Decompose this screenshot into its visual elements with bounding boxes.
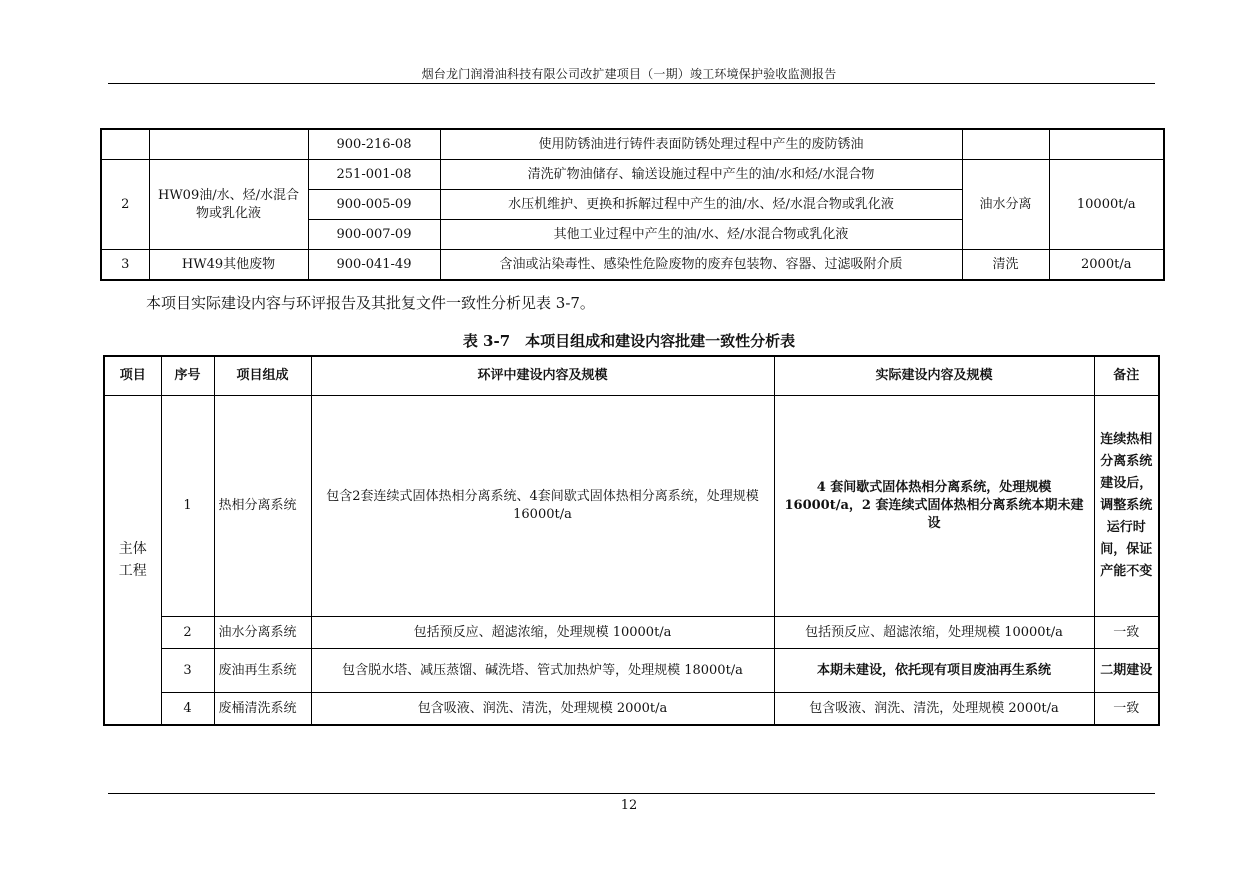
row-actual-content: 包括预反应、超滤浓缩，处理规模 10000t/a	[774, 617, 1094, 649]
row-composition: 废油再生系统	[214, 649, 311, 693]
row-actual-content: 本期未建设，依托现有项目废油再生系统	[774, 649, 1094, 693]
body-sentence: 本项目实际建设内容与环评报告及其批复文件一致性分析见表 3-7。	[146, 294, 595, 312]
group-number: 2	[101, 160, 149, 250]
page-number: 12	[620, 798, 638, 813]
group-category: HW09油/水、烃/水混合物或乳化液	[149, 160, 308, 250]
row-number: 1	[161, 396, 214, 617]
table-header-row	[104, 356, 1159, 396]
cell-no-continued	[101, 129, 149, 160]
table-row	[104, 649, 1159, 693]
waste-code: 251-001-08	[308, 160, 440, 190]
row-eia-content: 包含吸液、润洗、清洗，处理规模 2000t/a	[311, 693, 774, 726]
hazardous-waste-table	[100, 128, 1165, 281]
row-composition: 油水分离系统	[214, 617, 311, 649]
row-note: 连续热相分离系统建设后，调整系统运行时间，保证产能不变	[1094, 396, 1159, 617]
waste-description: 使用防锈油进行铸件表面防锈处理过程中产生的废防锈油	[440, 129, 962, 160]
treatment-capacity: 10000t/a	[1049, 160, 1164, 250]
header-project: 项目	[104, 356, 161, 396]
row-eia-content: 包括预反应、超滤浓缩，处理规模 10000t/a	[311, 617, 774, 649]
row-composition: 废桶清洗系统	[214, 693, 311, 726]
waste-code: 900-005-09	[308, 190, 440, 220]
treatment-capacity: 2000t/a	[1049, 250, 1164, 281]
group-number: 3	[101, 250, 149, 281]
waste-code: 900-216-08	[308, 129, 440, 160]
header-rule	[108, 83, 1155, 84]
table-row	[104, 693, 1159, 726]
table-row	[101, 160, 1164, 190]
row-actual-content: 包含吸液、润洗、清洗，处理规模 2000t/a	[774, 693, 1094, 726]
row-eia-content: 包含2套连续式固体热相分离系统、4套间歇式固体热相分离系统，处理规模 16000t/a	[311, 396, 774, 617]
group-category: HW49其他废物	[149, 250, 308, 281]
table-row	[104, 396, 1159, 617]
page-header-title: 烟台龙门润滑油科技有限公司改扩建项目（一期）竣工环境保护验收监测报告	[421, 67, 837, 81]
row-composition: 热相分离系统	[214, 396, 311, 617]
cell-capacity-continued	[1049, 129, 1164, 160]
consistency-analysis-table	[103, 355, 1160, 726]
table-row	[101, 129, 1164, 160]
treatment-method: 油水分离	[962, 160, 1049, 250]
project-category	[104, 396, 161, 726]
row-number: 3	[161, 649, 214, 693]
waste-description: 清洗矿物油储存、输送设施过程中产生的油/水和烃/水混合物	[440, 160, 962, 190]
header-note: 备注	[1094, 356, 1159, 396]
table-row	[104, 617, 1159, 649]
waste-code: 900-007-09	[308, 220, 440, 250]
cell-category-continued	[149, 129, 308, 160]
row-actual-content: 4 套间歇式固体热相分离系统，处理规模 16000t/a，2 套连续式固体热相分离系统本期未建设	[774, 396, 1094, 617]
row-number: 4	[161, 693, 214, 726]
row-note: 一致	[1094, 617, 1159, 649]
header-actual-content: 实际建设内容及规模	[774, 356, 1094, 396]
row-eia-content: 包含脱水塔、减压蒸馏、碱洗塔、管式加热炉等，处理规模 18000t/a	[311, 649, 774, 693]
cell-method-continued	[962, 129, 1049, 160]
waste-description: 其他工业过程中产生的油/水、烃/水混合物或乳化液	[440, 220, 962, 250]
table-row	[101, 250, 1164, 281]
row-number: 2	[161, 617, 214, 649]
project-category-label: 主体工程	[118, 541, 147, 579]
waste-description: 含油或沾染毒性、感染性危险废物的废弃包装物、容器、过滤吸附介质	[440, 250, 962, 281]
row-note: 一致	[1094, 693, 1159, 726]
waste-description: 水压机维护、更换和拆解过程中产生的油/水、烃/水混合物或乳化液	[440, 190, 962, 220]
waste-code: 900-041-49	[308, 250, 440, 281]
treatment-method: 清洗	[962, 250, 1049, 281]
row-note: 二期建设	[1094, 649, 1159, 693]
header-eia-content: 环评中建设内容及规模	[311, 356, 774, 396]
table-caption: 表 3-7 本项目组成和建设内容批建一致性分析表	[462, 332, 796, 350]
header-number: 序号	[161, 356, 214, 396]
footer-rule	[108, 793, 1155, 794]
header-composition: 项目组成	[214, 356, 311, 396]
